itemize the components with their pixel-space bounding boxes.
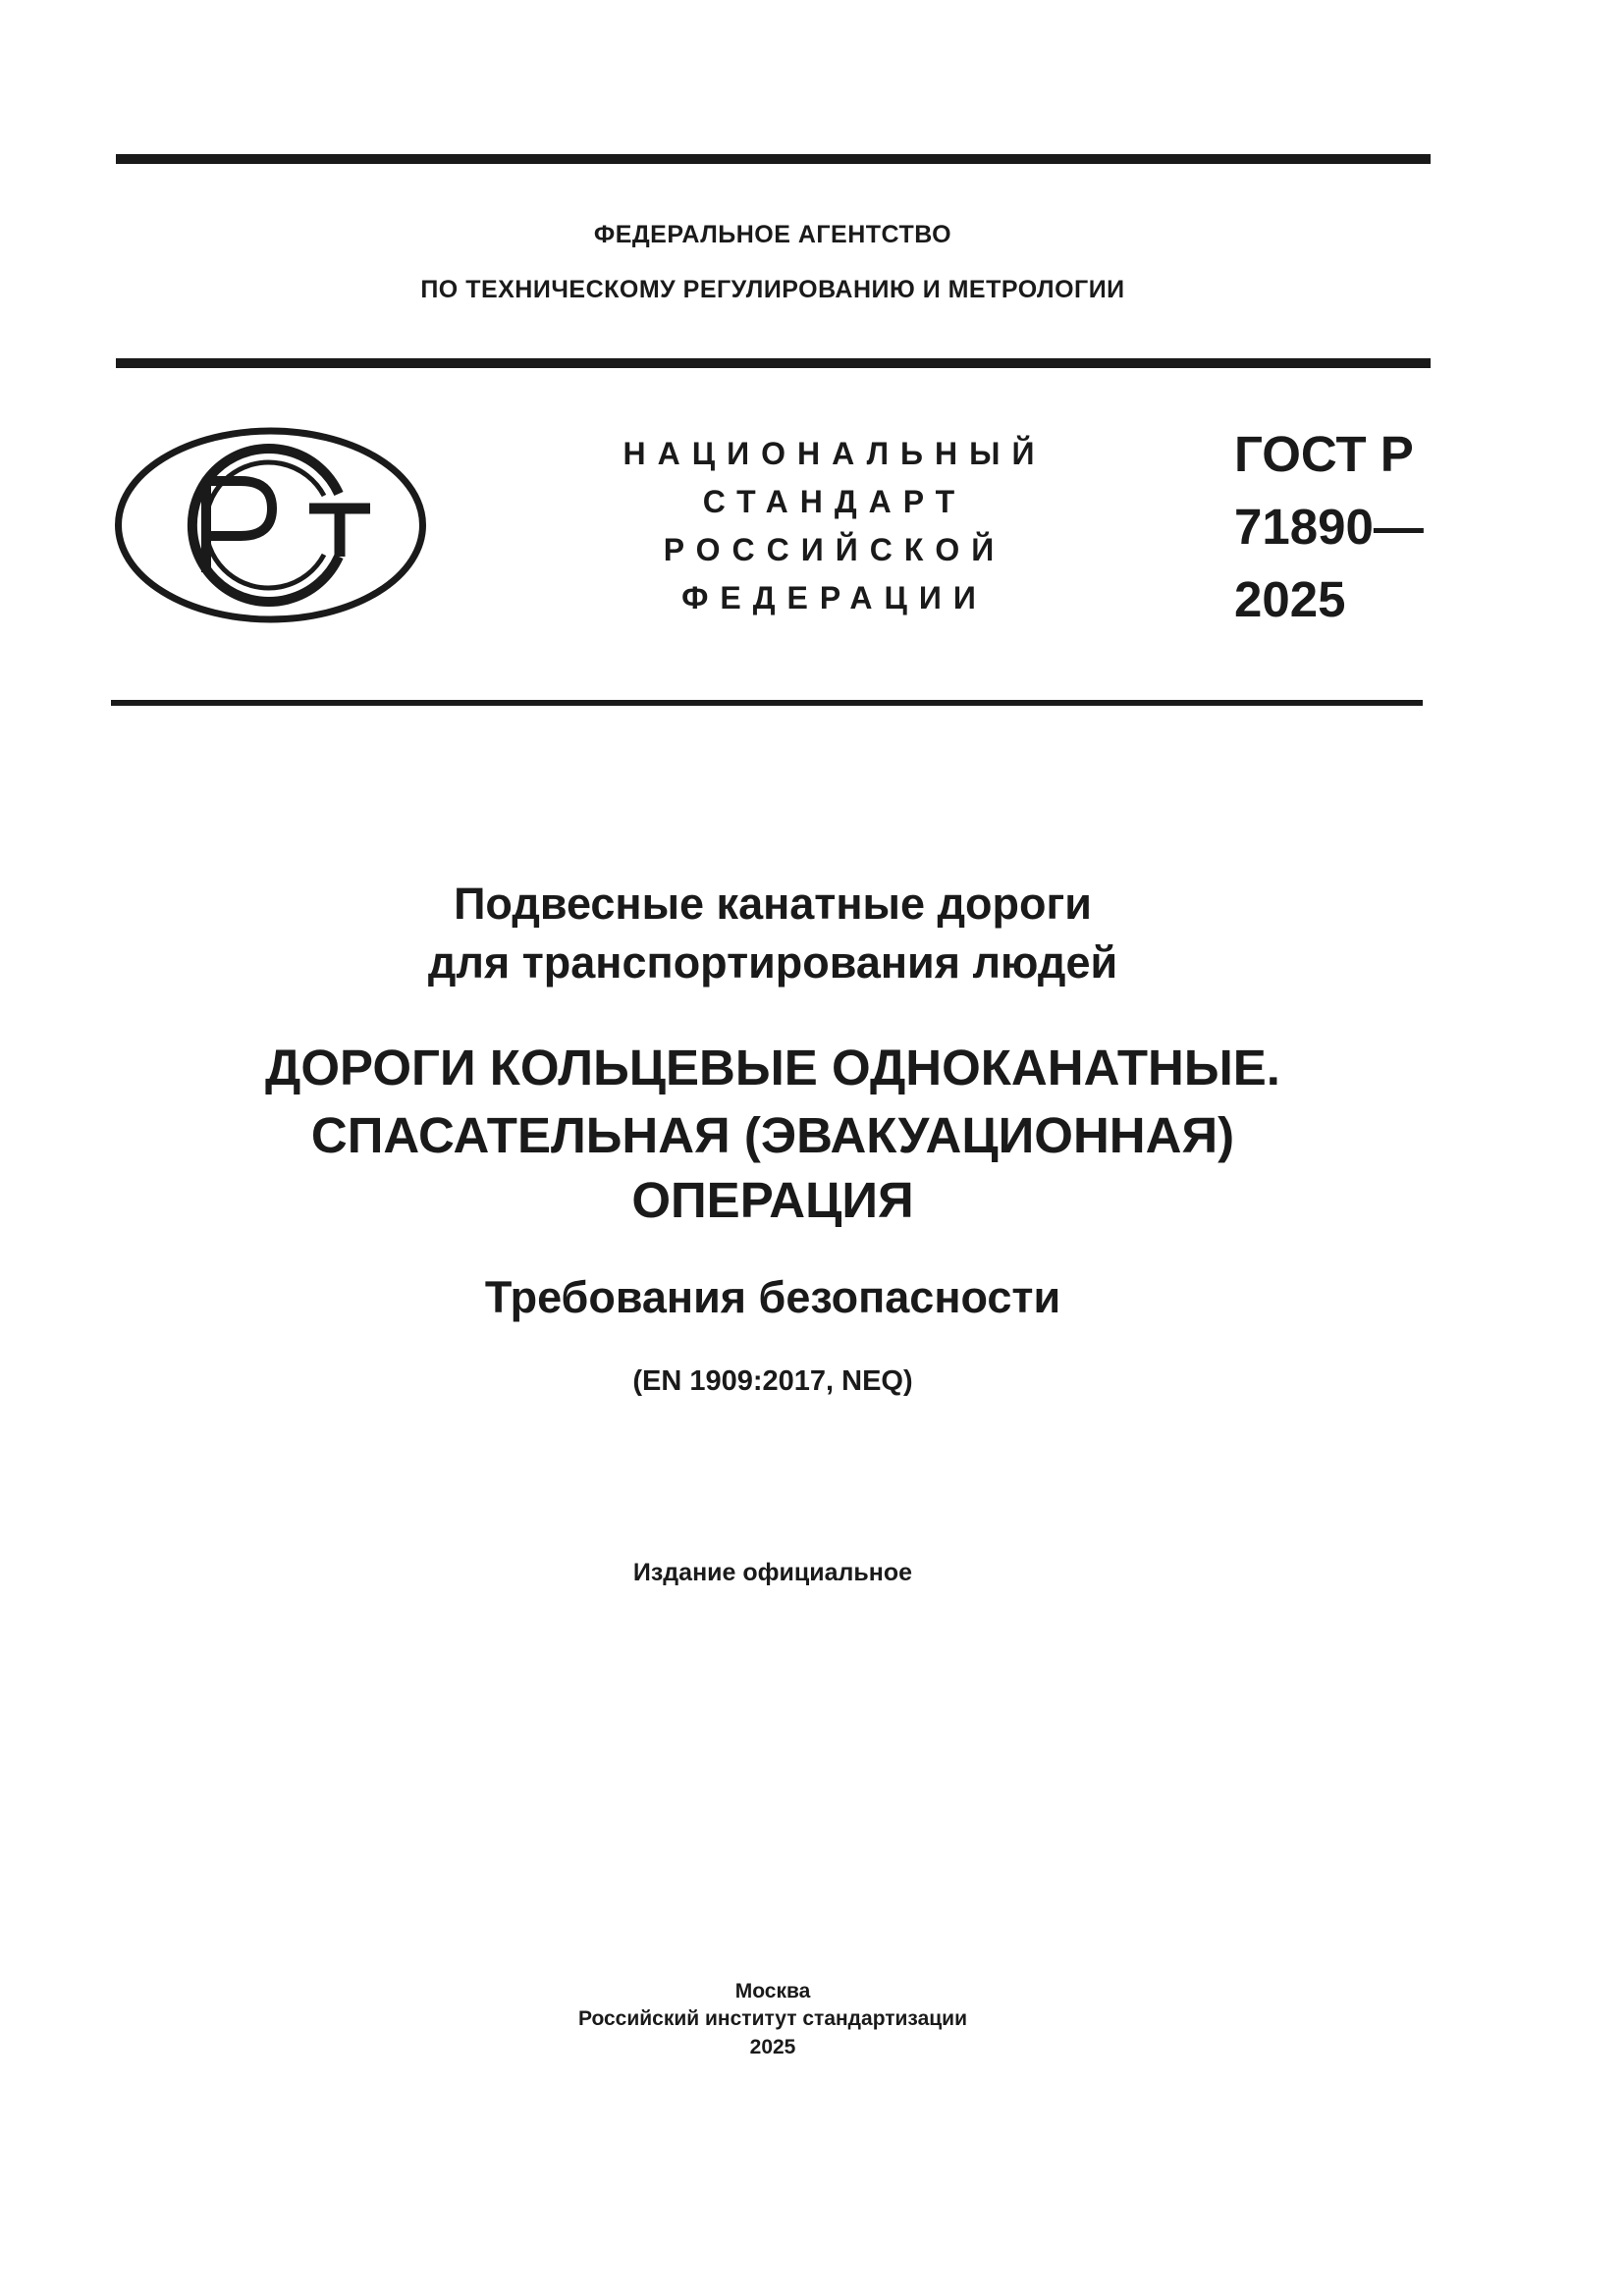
standard-type-line-3: РОССИЙСКОЙ bbox=[663, 532, 1006, 567]
edition-note: Издание официальное bbox=[632, 1559, 913, 1586]
header-rule bbox=[116, 358, 1431, 368]
agency-line-1: ФЕДЕРАЛЬНОЕ АГЕНТСТВО bbox=[593, 221, 952, 248]
designation-line-3: 2025 bbox=[1234, 571, 1346, 627]
agency-line-2: ПО ТЕХНИЧЕСКОМУ РЕГУЛИРОВАНИЮ И МЕТРОЛОГИИ bbox=[420, 276, 1125, 303]
title-rule bbox=[111, 700, 1423, 706]
imprint-city: Москва bbox=[734, 1980, 811, 2002]
standard-type-line-4: ФЕДЕРАЦИИ bbox=[681, 580, 988, 615]
top-rule bbox=[116, 154, 1431, 164]
imprint-year: 2025 bbox=[749, 2036, 796, 2058]
reference-standard: (EN 1909:2017, NEQ) bbox=[632, 1365, 913, 1397]
imprint-publisher: Российский институт стандартизации bbox=[577, 2007, 968, 2030]
standard-designation bbox=[1234, 418, 1424, 636]
rst-emblem-icon bbox=[115, 427, 426, 623]
main-title-line-1: ДОРОГИ КОЛЬЦЕВЫЕ ОДНОКАНАТНЫЕ. bbox=[265, 1040, 1280, 1095]
subtitle: Требования безопасности bbox=[484, 1272, 1061, 1322]
general-title-line-2: для транспортирования людей bbox=[427, 937, 1118, 988]
standard-type-line-1: НАЦИОНАЛЬНЫЙ bbox=[623, 436, 1047, 471]
designation-line-2: 71890— bbox=[1234, 499, 1424, 555]
main-title-line-3: ОПЕРАЦИЯ bbox=[631, 1172, 914, 1228]
main-title-line-2: СПАСАТЕЛЬНАЯ (ЭВАКУАЦИОННАЯ) bbox=[310, 1107, 1235, 1163]
standard-type-line-2: СТАНДАРТ bbox=[702, 484, 967, 519]
designation-line-1: ГОСТ Р bbox=[1234, 426, 1414, 482]
general-title-line-1: Подвесные канатные дороги bbox=[454, 879, 1092, 929]
